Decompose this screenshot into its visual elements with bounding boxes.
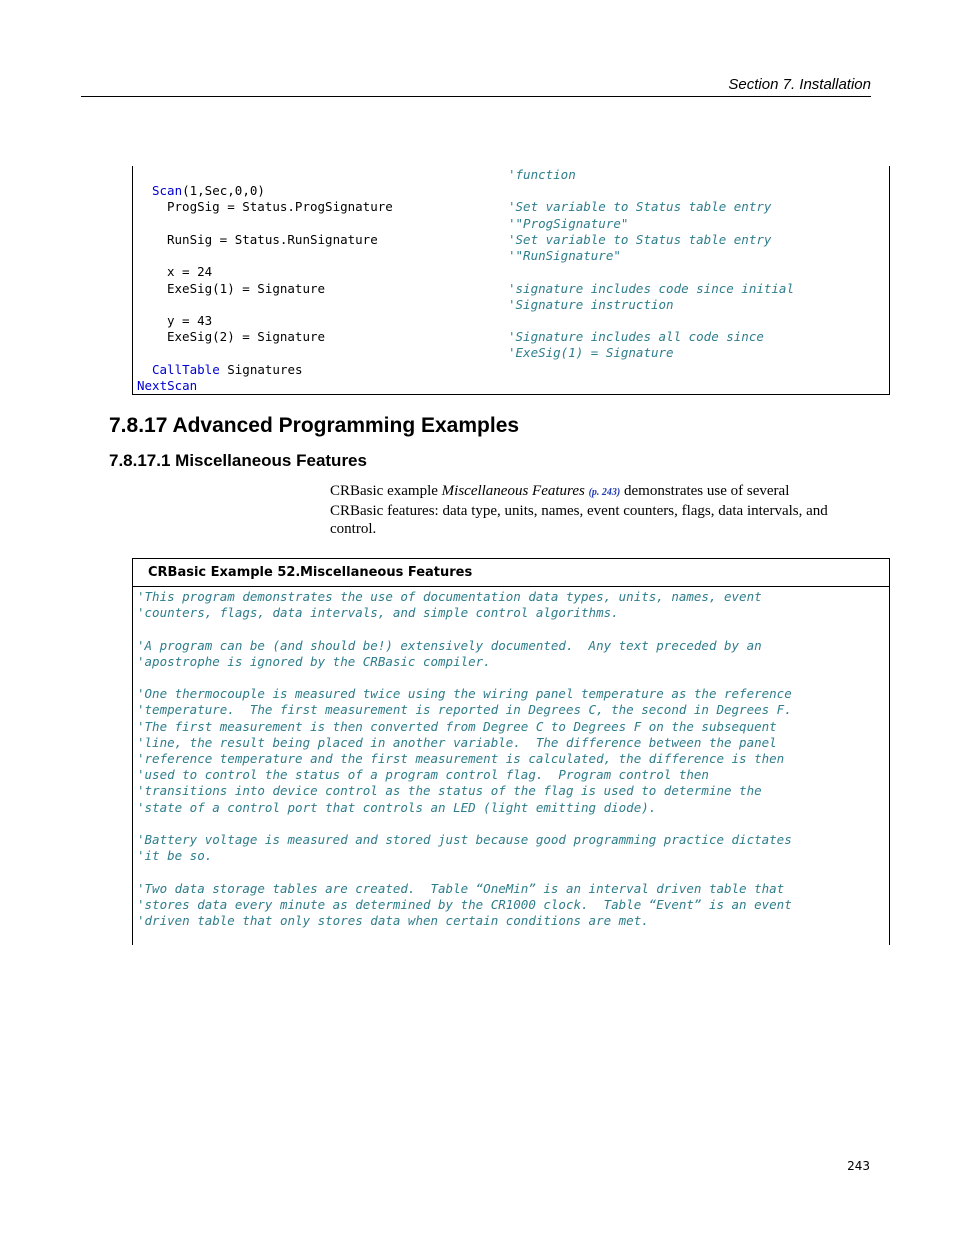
example-title: Miscellaneous Features: [300, 565, 473, 580]
paragraph-text: CRBasic example: [330, 483, 442, 499]
code-comment-line: 'state of a control port that controls an LED (light emitting diode).: [137, 799, 657, 815]
code-comment-line: 'temperature. The first measurement is reported in Degrees C, the second in Degrees F.: [137, 702, 792, 718]
code-comment-line: 'counters, flags, data intervals, and simple control algorithms.: [137, 605, 619, 621]
code-comment: 'Set variable to Status table entry: [508, 199, 772, 214]
code-line: y = 43: [167, 313, 213, 328]
code-line: x = 24: [167, 264, 213, 279]
code-line: ExeSig(2) = Signature: [167, 329, 326, 344]
code-comment-line: 'driven table that only stores data when certain conditions are met.: [137, 913, 649, 928]
code-comment-line: 'transitions into device control as the status of the flag is used to determine the: [137, 783, 762, 799]
subsection-heading: 7.8.17.1 Miscellaneous Features: [109, 451, 367, 470]
code-line-calltable: [152, 362, 303, 378]
page-reference-link[interactable]: (p. 243): [588, 487, 621, 498]
code-comment-line: 'it be so.: [137, 848, 213, 864]
code-comment: '"ProgSignature": [508, 216, 629, 231]
code-comment-line: 'used to control the status of a program control flag. Program control then: [137, 767, 709, 783]
code-comment-line: 'reference temperature and the first measurement is calculated, the difference is then: [137, 751, 785, 766]
crbasic-example-box: [132, 558, 890, 945]
code-line: ProgSig = Status.ProgSignature: [167, 199, 393, 214]
code-comment: 'ExeSig(1) = Signature: [508, 345, 674, 360]
code-line: RunSig = Status.RunSignature: [167, 232, 378, 247]
code-comment-line: 'This program demonstrates the use of documentation data types, units, names, event: [137, 589, 762, 604]
code-comment-line: 'A program can be (and should be!) extensively documented. Any text preceded by an: [137, 637, 762, 653]
code-comment-line: 'The first measurement is then converted from Degree C to Degrees F on the subsequent: [137, 718, 777, 734]
code-text: Signatures: [219, 362, 303, 377]
section-heading: 7.8.17 Advanced Programming Examples: [109, 414, 520, 437]
page-number: 243: [847, 1159, 870, 1173]
code-comment: 'Signature includes all code since: [508, 329, 764, 344]
page-header: [81, 76, 871, 97]
code-keyword: Scan: [152, 183, 183, 198]
example-title-reference: Miscellaneous Features: [441, 483, 585, 499]
code-comment: 'Signature instruction: [508, 297, 674, 312]
paragraph-text: demonstrates use of several CRBasic features: data type, units, names, event counters, flags, data intervals, and control.: [330, 483, 828, 537]
code-keyword: CallTable: [152, 362, 220, 377]
code-comment-line: 'Two data storage tables are created. Table “OneMin” is an interval driven table that: [137, 880, 785, 896]
code-comment-line: 'apostrophe is ignored by the CRBasic compiler.: [137, 653, 491, 669]
code-comment: 'signature includes code since initial: [508, 281, 794, 296]
code-line: ExeSig(1) = Signature: [167, 281, 326, 296]
example-caption: [133, 559, 889, 587]
section-title: Section 7. Installation: [728, 76, 871, 93]
code-text: (1,Sec,0,0): [182, 183, 265, 198]
code-comment-line: 'line, the result being placed in another variable. The difference between the panel: [137, 734, 777, 750]
code-comment: 'Set variable to Status table entry: [508, 232, 772, 247]
intro-paragraph: [330, 482, 830, 538]
code-comment: 'function: [508, 167, 576, 182]
code-comment-line: 'One thermocouple is measured twice using the wiring panel temperature as the reference: [137, 686, 792, 702]
code-keyword: NextScan: [137, 378, 198, 393]
code-comment: '"RunSignature": [508, 248, 621, 263]
code-comment-line: 'stores data every minute as determined by the CR1000 clock. Table “Event” is an event: [137, 896, 792, 912]
example-number: CRBasic Example 52.: [148, 565, 301, 580]
code-block-top: [132, 166, 890, 395]
code-line-scan: [152, 183, 265, 199]
code-comment-line: 'Battery voltage is measured and stored just because good programming practice dictates: [137, 832, 792, 847]
